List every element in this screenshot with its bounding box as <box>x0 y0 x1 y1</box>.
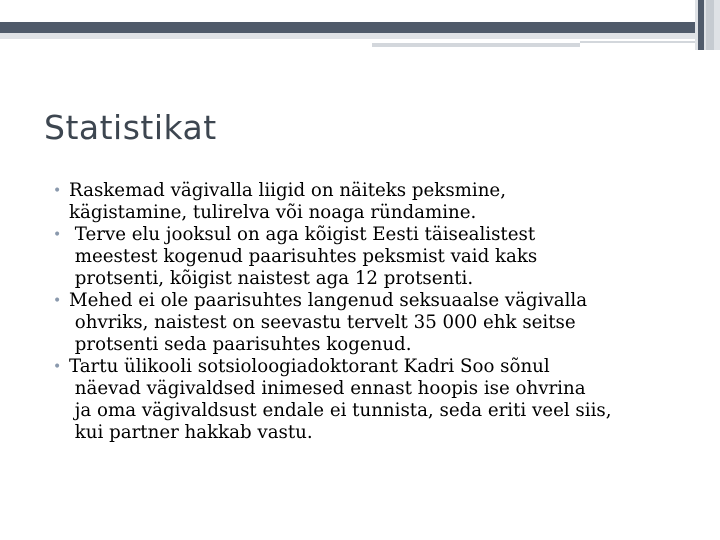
bullet-item <box>53 224 693 290</box>
bullet-line: protsenti seda paarisuhtes kogenud. <box>69 334 412 355</box>
bullet-line: kägistamine, tulirelva või noaga ründamine. <box>69 202 477 223</box>
bullet-line: protsenti, kõigist naistest aga 12 protsenti. <box>69 268 474 289</box>
bullet-list <box>53 180 693 444</box>
bullet-line: Mehed ei ole paarisuhtes langenud seksuaalse vägivalla <box>69 290 588 311</box>
slide-title: Statistikat <box>44 108 217 147</box>
corner-stripe-dark <box>698 0 704 50</box>
header-bar-dark <box>0 22 695 33</box>
header-bar-light <box>0 33 695 39</box>
bullet-line: meestest kogenud paarisuhtes peksmist vaid kaks <box>69 246 538 267</box>
bullet-icon: • <box>53 183 62 199</box>
corner-stripe-light <box>706 0 714 50</box>
bullet-icon: • <box>53 293 62 309</box>
bullet-icon: • <box>53 227 62 243</box>
bullet-icon: • <box>53 359 62 375</box>
header-accent-line <box>372 43 580 47</box>
bullet-item <box>53 180 693 224</box>
bullet-line: kui partner hakkab vastu. <box>69 422 313 443</box>
bullet-line: näevad vägivaldsed inimesed ennast hoopis ise ohvrina <box>69 378 586 399</box>
bullet-item <box>53 290 693 356</box>
bullet-line: Tartu ülikooli sotsioloogiadoktorant Kadri Soo sõnul <box>69 356 550 377</box>
bullet-line: Terve elu jooksul on aga kõigist Eesti täisealistest <box>69 224 536 245</box>
bullet-line: ohvriks, naistest on seevastu tervelt 35 000 ehk seitse <box>69 312 576 333</box>
bullet-line: Raskemad vägivalla liigid on näiteks peksmine, <box>69 180 506 201</box>
bullet-item <box>53 356 693 444</box>
bullet-line: ja oma vägivaldsust endale ei tunnista, seda eriti veel siis, <box>69 400 612 421</box>
header-accent-line-short <box>580 41 695 43</box>
